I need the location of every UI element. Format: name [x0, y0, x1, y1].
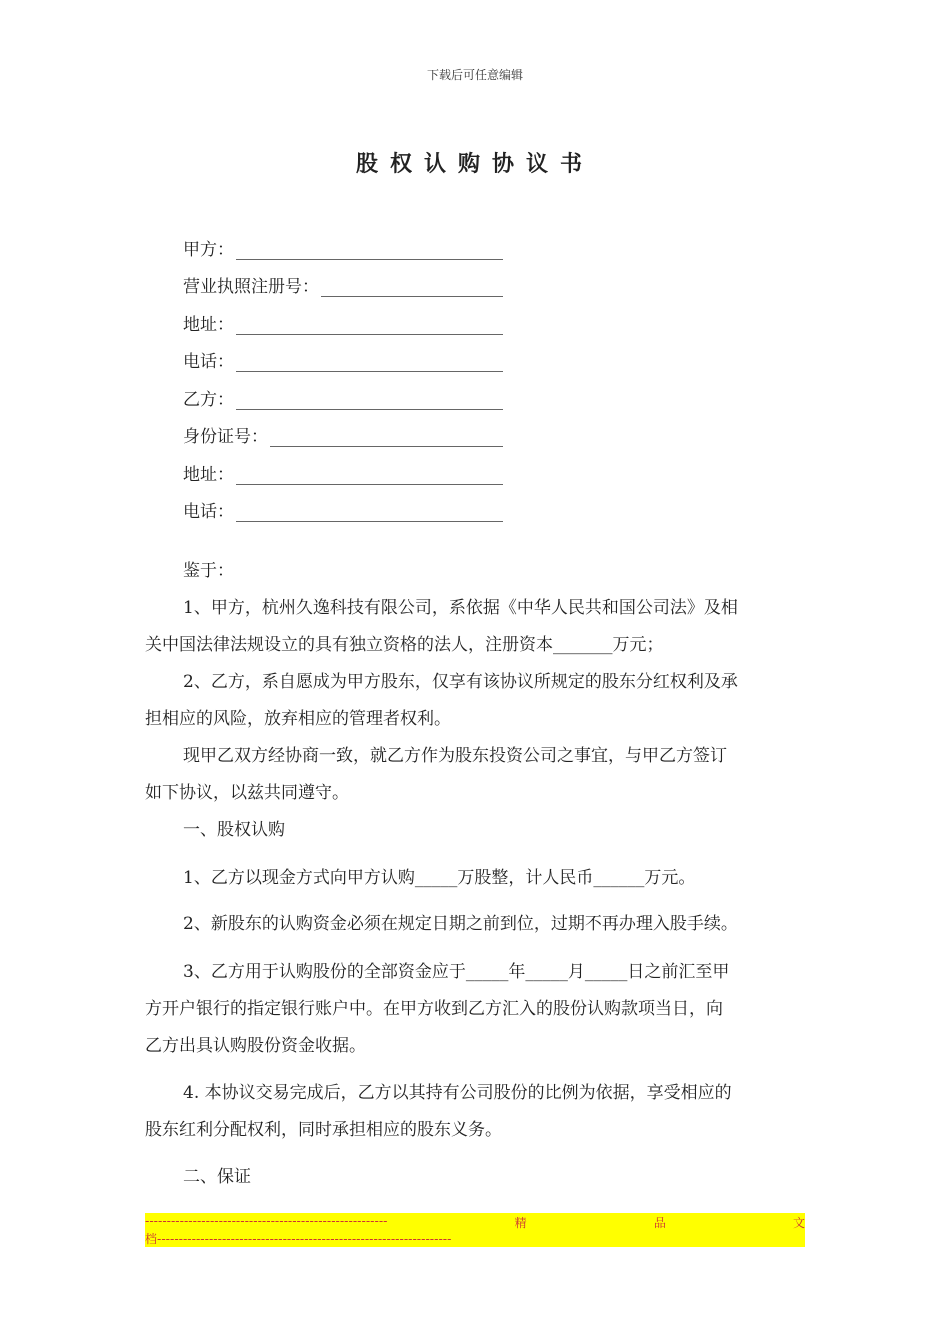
field-label: 身份证号： — [183, 427, 268, 447]
whereas-heading: 鉴于： — [183, 561, 234, 581]
recital-1-line-1: 1、甲方，杭州久逸科技有限公司，系依据《中华人民共和国公司法》及相 — [183, 598, 738, 618]
footer-char-3: 文 — [792, 1216, 805, 1230]
section-1-item-3 — [145, 954, 805, 1065]
id-number-field[interactable] — [183, 410, 503, 448]
recital-1-line-2: 关中国法律法规设立的具有独立资格的法人，注册资本_______万元； — [145, 635, 664, 655]
section-2 — [145, 1159, 805, 1196]
document-title: 股权认购协议书 — [355, 152, 594, 177]
body-section-recitals — [145, 553, 805, 849]
item-2-text: 2、新股东的认购资金必须在规定日期之前到位，过期不再办理入股手续。 — [183, 914, 738, 934]
section-1-item-1 — [145, 860, 805, 897]
section-1-item-2 — [145, 906, 805, 943]
field-label: 甲方： — [183, 239, 234, 260]
fill-line[interactable] — [236, 466, 503, 485]
section-1-heading: 一、股权认购 — [183, 820, 285, 840]
item-3-line-3: 乙方出具认购股份资金收据。 — [145, 1036, 366, 1056]
field-label: 电话： — [183, 502, 234, 522]
field-label: 地址： — [183, 464, 234, 485]
recital-3-line-2: 如下协议，以兹共同遵守。 — [145, 783, 349, 803]
fill-line[interactable] — [236, 241, 503, 260]
item-4-line-1: 4. 本协议交易完成后，乙方以其持有公司股份的比例为依据，享受相应的 — [183, 1083, 732, 1103]
item-3-line-2: 方开户银行的指定银行账户中。在甲方收到乙方汇入的股份认购款项当日，向 — [145, 999, 723, 1019]
item-4-line-2: 股东红利分配权利，同时承担相应的股东义务。 — [145, 1120, 502, 1140]
item-1-text: 1、乙方以现金方式向甲方认购_____万股整，计人民币______万元。 — [183, 868, 696, 888]
field-label: 营业执照注册号： — [183, 277, 319, 297]
fill-line[interactable] — [236, 316, 503, 335]
recital-2-line-2: 担相应的风险，放弃相应的管理者权利。 — [145, 709, 451, 729]
footer-line-2: 档-------------------------------------------------------------------- — [145, 1232, 452, 1246]
item-3-line-1: 3、乙方用于认购股份的全部资金应于_____年_____月_____日之前汇至甲 — [183, 962, 730, 982]
field-label: 地址： — [183, 314, 234, 335]
section-1-item-4 — [145, 1075, 805, 1149]
party-b-field[interactable] — [183, 372, 503, 410]
business-license-field[interactable] — [183, 260, 503, 298]
fill-line[interactable] — [236, 353, 503, 372]
section-2-heading: 二、保证 — [183, 1167, 251, 1187]
field-label: 电话： — [183, 352, 234, 372]
footer-watermark-band — [145, 1213, 805, 1247]
party-b-phone-field[interactable] — [183, 485, 503, 523]
recital-2-line-1: 2、乙方，系自愿成为甲方股东，仅享有该协议所规定的股东分红权利及承 — [183, 672, 738, 692]
party-a-field[interactable] — [183, 222, 503, 260]
footer-dashes: -------------------------------------------------------- — [145, 1214, 388, 1228]
party-b-address-field[interactable] — [183, 447, 503, 485]
party-info-block — [183, 222, 503, 522]
fill-line[interactable] — [321, 278, 503, 297]
header-note: 下载后可任意编辑 — [426, 68, 523, 82]
party-a-address-field[interactable] — [183, 297, 503, 335]
footer-line-1 — [145, 1214, 805, 1231]
party-a-phone-field[interactable] — [183, 335, 503, 373]
field-label: 乙方： — [183, 389, 234, 410]
fill-line[interactable] — [236, 503, 503, 522]
footer-char-1: 精 — [514, 1216, 527, 1230]
fill-line[interactable] — [270, 428, 503, 447]
recital-3-line-1: 现甲乙双方经协商一致，就乙方作为股东投资公司之事宜，与甲乙方签订 — [183, 746, 727, 766]
footer-char-2: 品 — [653, 1216, 666, 1230]
fill-line[interactable] — [236, 391, 503, 410]
